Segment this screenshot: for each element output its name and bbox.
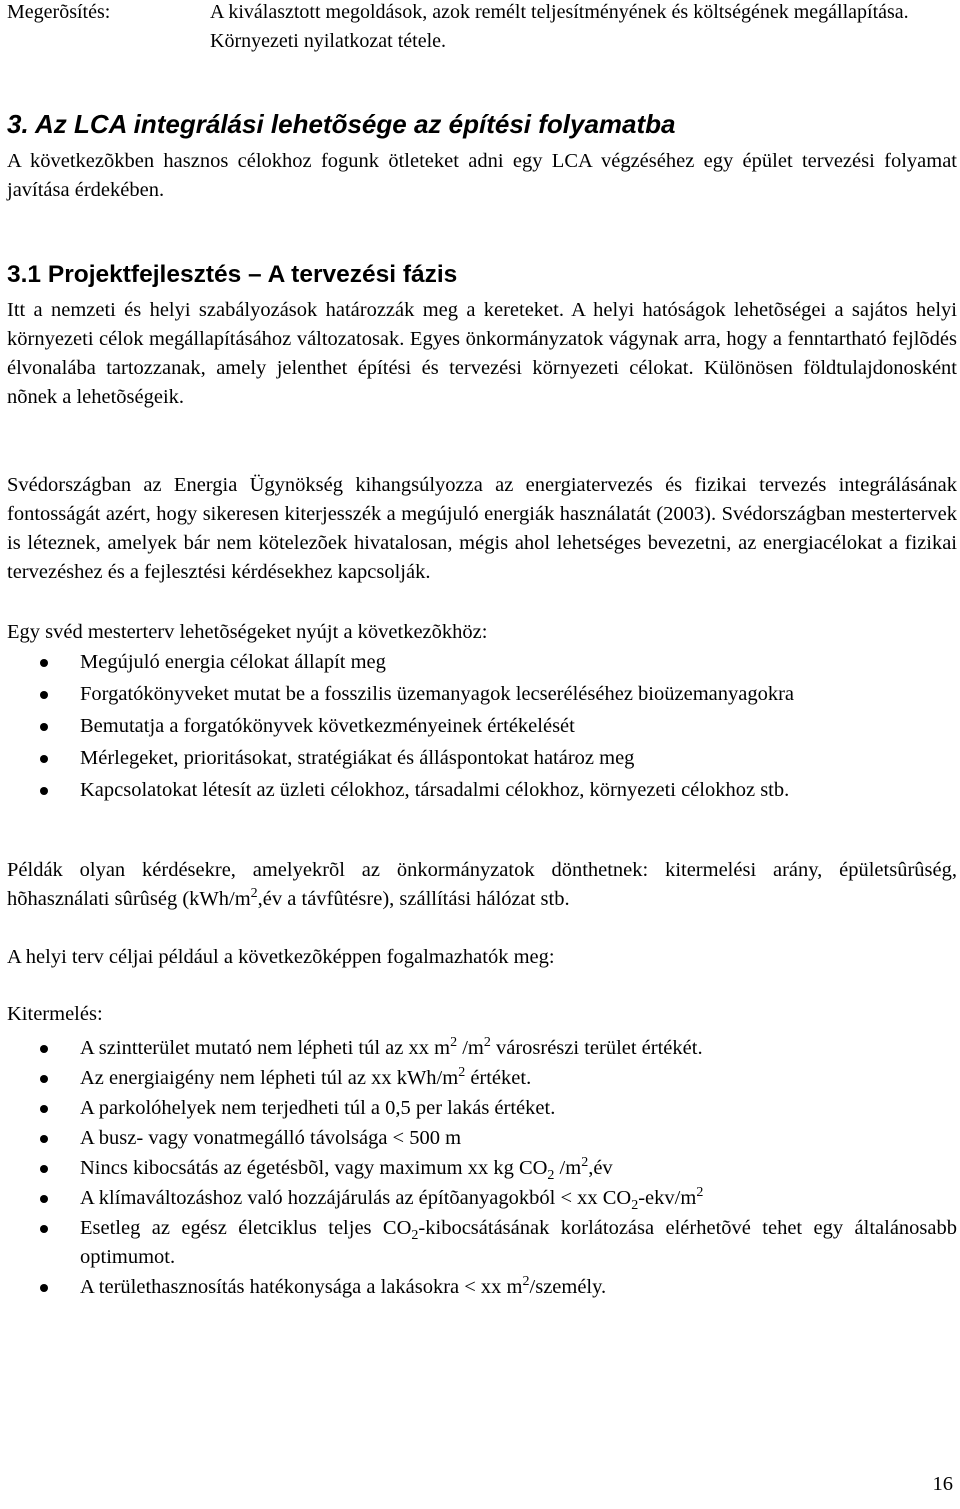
list-item-text: Az energiaigény nem lépheti túl az xx kWh/m [80,1067,459,1089]
list-item-text: Nincs kibocsátás az égetésbõl, vagy maximum xx kg CO [80,1157,548,1179]
list-item-text: -kibocsátásának korlátozása elérhetõvé tehet egy általánosabb optimumot. [80,1217,957,1268]
list-item [7,1094,957,1123]
list-item-text: /m [457,1037,484,1059]
list-item [7,1124,957,1153]
list-item [7,1273,957,1302]
list-item-text: Forgatókönyveket mutat be a fosszilis üzemanyagok lecseréléséhez bioüzemanyagokra [80,683,795,705]
list-item [7,712,957,741]
superscript: 2 [450,1035,458,1051]
list-item [7,744,957,773]
examples-text-end: ,év a távfûtésre), szállítási hálózat stb. [257,888,570,910]
section-3-1-paragraph-2: Svédországban az Energia Ügynökség kihangsúlyozza az energiatervezés és fizikai tervezés integrálásának fontosságát azért, hogy sikeresen kiterjesszék a megújuló energiák használatát (2003). Svédországban mestertervek is léteznek, amelyek bár nem kötelezõek hivatalosan, mégis ahol lehetséges bevezetni, az energiacélokat a fizikai tervezéshez és a fejlesztési kérdésekhez kapcsolják. [7,474,957,583]
bullet-icon [40,1105,48,1113]
superscript: 2 [250,886,258,902]
section-3-intro: A következõkben hasznos célokhoz fogunk ötleteket adni egy LCA végzéséhez egy épület tervezési folyamat javítása érdekében. [7,150,957,201]
bullet-icon [40,755,48,763]
bullet-icon [40,723,48,731]
list-item-text: Bemutatja a forgatókönyvek következményeinek értékelését [80,715,575,737]
list-item-text: A szintterület mutató nem lépheti túl az xx m [80,1037,451,1059]
bullet-icon [40,1195,48,1203]
superscript: 2 [458,1065,466,1081]
section-3-1-heading: 3.1 Projektfejlesztés – A tervezési fázis [7,261,458,288]
page-number: 16 [932,1473,953,1495]
list-item [7,648,957,677]
bullet-icon [40,1045,48,1053]
list-item-text: Kapcsolatokat létesít az üzleti célokhoz, társadalmi célokhoz, környezeti célokhoz stb. [80,779,790,801]
kitermeles-label: Kitermelés: [7,1003,103,1025]
subscript: 2 [547,1168,555,1184]
examples-paragraph [7,856,957,914]
list-item [7,1154,957,1183]
header-row-text: A kiválasztott megoldások, azok remélt teljesítményének és költségének megállapítása. Környezeti nyilatkozat tétele. [210,1,909,52]
list-item-text: Megújuló energia célokat állapít meg [80,651,386,673]
kitermeles-list [7,1034,957,1302]
superscript: 2 [696,1185,704,1201]
list-item-text: A parkolóhelyek nem terjedheti túl a 0,5 per lakás értéket. [80,1097,556,1119]
bullet-icon [40,1225,48,1233]
examples-text-start: Példák olyan kérdésekre, amelyekrõl az önkormányzatok dönthetnek: kitermelési arány, épületsûrûség, hõhasználati sûrûség (kWh/m [7,859,957,910]
list-item-text: /m [554,1157,582,1179]
superscript: 2 [483,1035,491,1051]
list-item [7,1034,957,1063]
bullet-icon [40,1075,48,1083]
list-item-text: városrészi terület értékét. [490,1037,703,1059]
local-plan-intro: A helyi terv céljai például a következõképpen fogalmazhatók meg: [7,946,555,968]
list-item-text: A területhasznosítás hatékonysága a lakásokra < xx m [80,1276,523,1298]
masterplan-intro: Egy svéd mesterterv lehetõségeket nyújt a következõkhöz: [7,621,488,643]
list-item [7,776,957,805]
list-item [7,1064,957,1093]
list-item-text: -ekv/m [638,1187,697,1209]
section-3-1-paragraph-1: Itt a nemzeti és helyi szabályozások határozzák meg a kereteket. A helyi hatóságok lehetõségei a sajátos helyi környezeti célok megállapításához változatosak. Egyes önkormányzatok vágynak arra, hogy a fenntartható fejlõdés élvonalába tartozzanak, amely jelenthet építési és tervezési környezeti célokat. Különösen földtulajdonosként nõnek a lehetõségeik. [7,299,957,408]
bullet-icon [40,1284,48,1292]
list-item [7,680,957,709]
header-row-label: Megerõsítés: [7,1,111,23]
subscript: 2 [411,1228,419,1244]
list-item-text: A busz- vagy vonatmegálló távolsága < 500 m [80,1127,462,1149]
list-item-text: A klímaváltozáshoz való hozzájárulás az építõanyagokból < xx CO [80,1187,632,1209]
list-item-text: /személy. [529,1276,607,1298]
superscript: 2 [522,1274,530,1290]
bullet-icon [40,1165,48,1173]
list-item-text: értéket. [465,1067,532,1089]
subscript: 2 [631,1198,639,1214]
list-item-text: Mérlegeket, prioritásokat, stratégiákat és álláspontokat határoz meg [80,747,635,769]
list-item [7,1184,957,1213]
section-3-heading: 3. Az LCA integrálási lehetõsége az építési folyamatba [7,109,676,139]
list-item-text: ,év [588,1157,613,1179]
bullet-icon [40,787,48,795]
superscript: 2 [581,1155,589,1171]
list-item [7,1214,957,1272]
masterplan-list [7,648,957,805]
bullet-icon [40,659,48,667]
bullet-icon [40,1135,48,1143]
bullet-icon [40,691,48,699]
list-item-text: Esetleg az egész életciklus teljes CO [80,1217,412,1239]
